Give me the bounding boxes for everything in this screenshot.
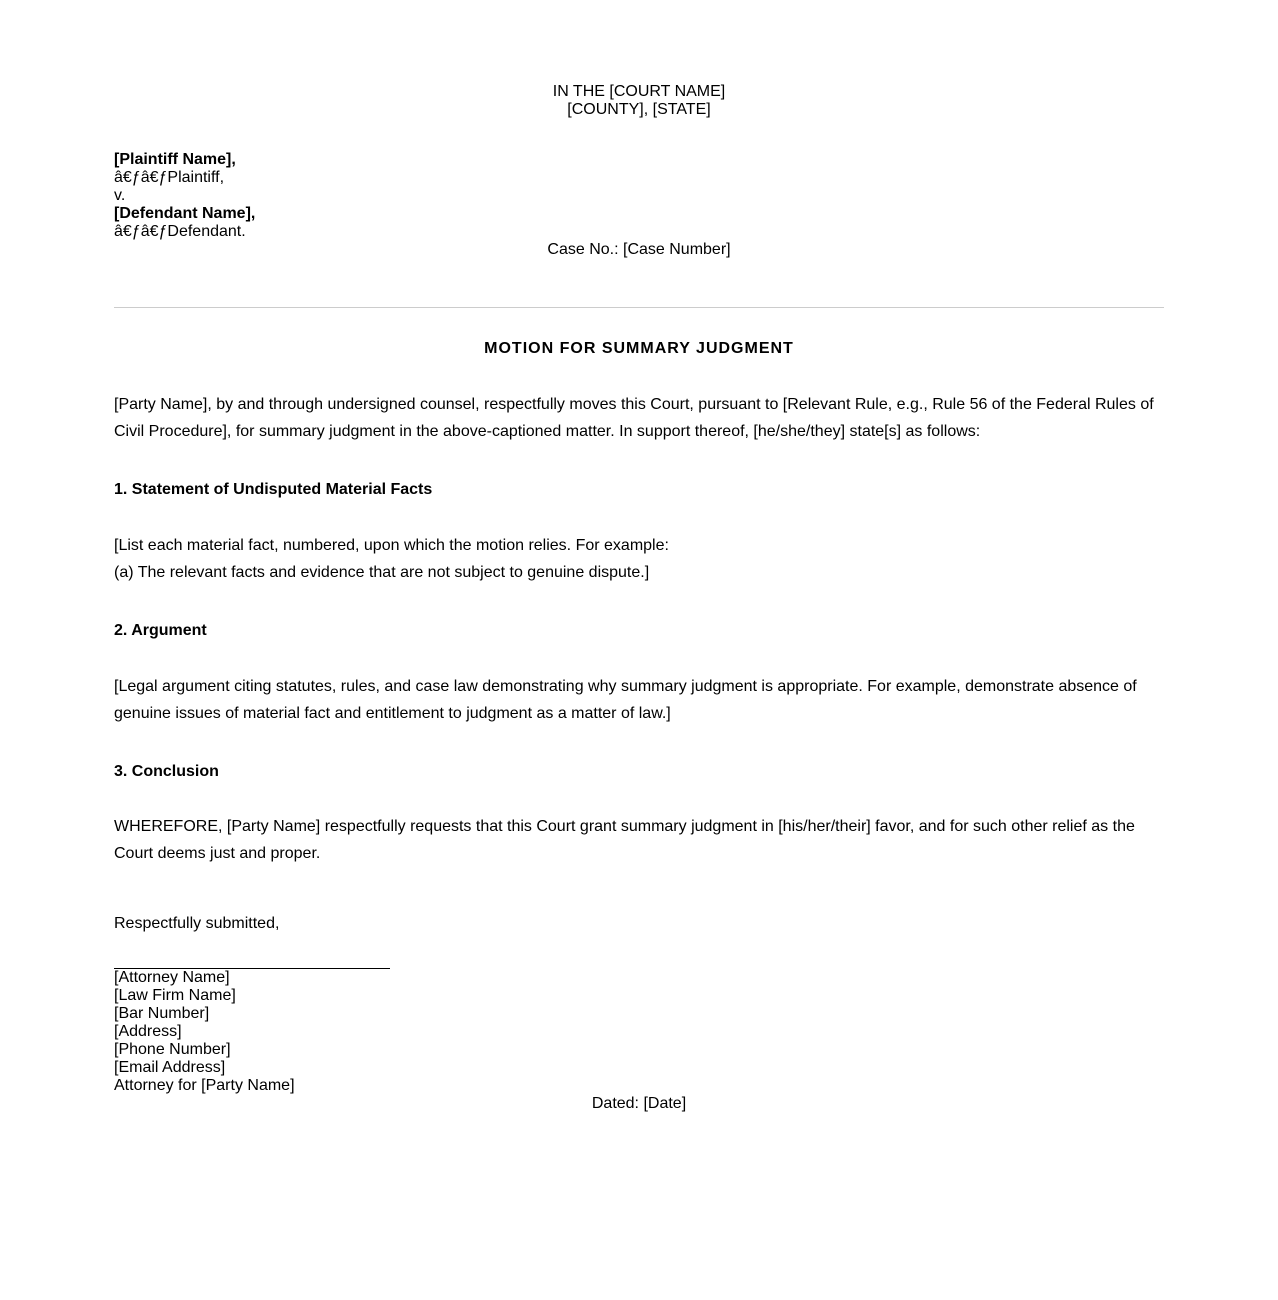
document-title: MOTION FOR SUMMARY JUDGMENT (484, 340, 794, 357)
defendant-role: â€ƒâ€ƒDefendant. (114, 223, 246, 240)
plaintiff-name: [Plaintiff Name], (114, 151, 236, 168)
dated-line: Dated: [Date] (591, 1095, 687, 1112)
plaintiff-role: â€ƒâ€ƒPlaintiff, (114, 169, 225, 186)
section-heading-facts: 1. Statement of Undisputed Material Facts (114, 481, 433, 498)
section-body-argument: [Legal argument citing statutes, rules, and case law demonstrating why summary judgment is appropriate. For example, demonstrate absence of genuine issues of material fact and entitlement to judgment as a matter of law.] (114, 678, 1137, 722)
defendant-name: [Defendant Name], (114, 205, 256, 222)
email-address: [Email Address] (114, 1059, 226, 1076)
attorney-for: Attorney for [Party Name] (114, 1077, 295, 1094)
section-heading-argument: 2. Argument (114, 622, 207, 639)
phone-number: [Phone Number] (114, 1041, 231, 1058)
party-caption (114, 151, 255, 241)
facts-line: (a) The relevant facts and evidence that are not subject to genuine dispute.] (114, 564, 650, 581)
county-state: [COUNTY], [STATE] (567, 101, 711, 118)
signature-block (114, 969, 295, 1095)
section-body-facts (114, 532, 1164, 586)
closing-text: Respectfully submitted, (114, 915, 280, 932)
horizontal-divider (114, 307, 1164, 308)
facts-line: [List each material fact, numbered, upon which the motion relies. For example: (114, 537, 669, 554)
court-header (114, 83, 1164, 119)
case-number: Case No.: [Case Number] (547, 241, 731, 258)
section-body-conclusion: WHEREFORE, [Party Name] respectfully requests that this Court grant summary judgment in [his/her/their] favor, and for such other relief as the Court deems just and proper. (114, 818, 1135, 862)
intro-paragraph: [Party Name], by and through undersigned counsel, respectfully moves this Court, pursuant to [Relevant Rule, e.g., Rule 56 of the Federal Rules of Civil Procedure], for summary judgment in the above-captioned matter. In support thereof, [he/she/they] state[s] as follows: (114, 396, 1154, 440)
bar-number: [Bar Number] (114, 1005, 210, 1022)
attorney-name: [Attorney Name] (114, 969, 230, 986)
address: [Address] (114, 1023, 182, 1040)
section-heading-conclusion: 3. Conclusion (114, 763, 219, 780)
law-firm-name: [Law Firm Name] (114, 987, 236, 1004)
court-name: IN THE [COURT NAME] (552, 83, 726, 100)
versus: v. (114, 187, 126, 204)
